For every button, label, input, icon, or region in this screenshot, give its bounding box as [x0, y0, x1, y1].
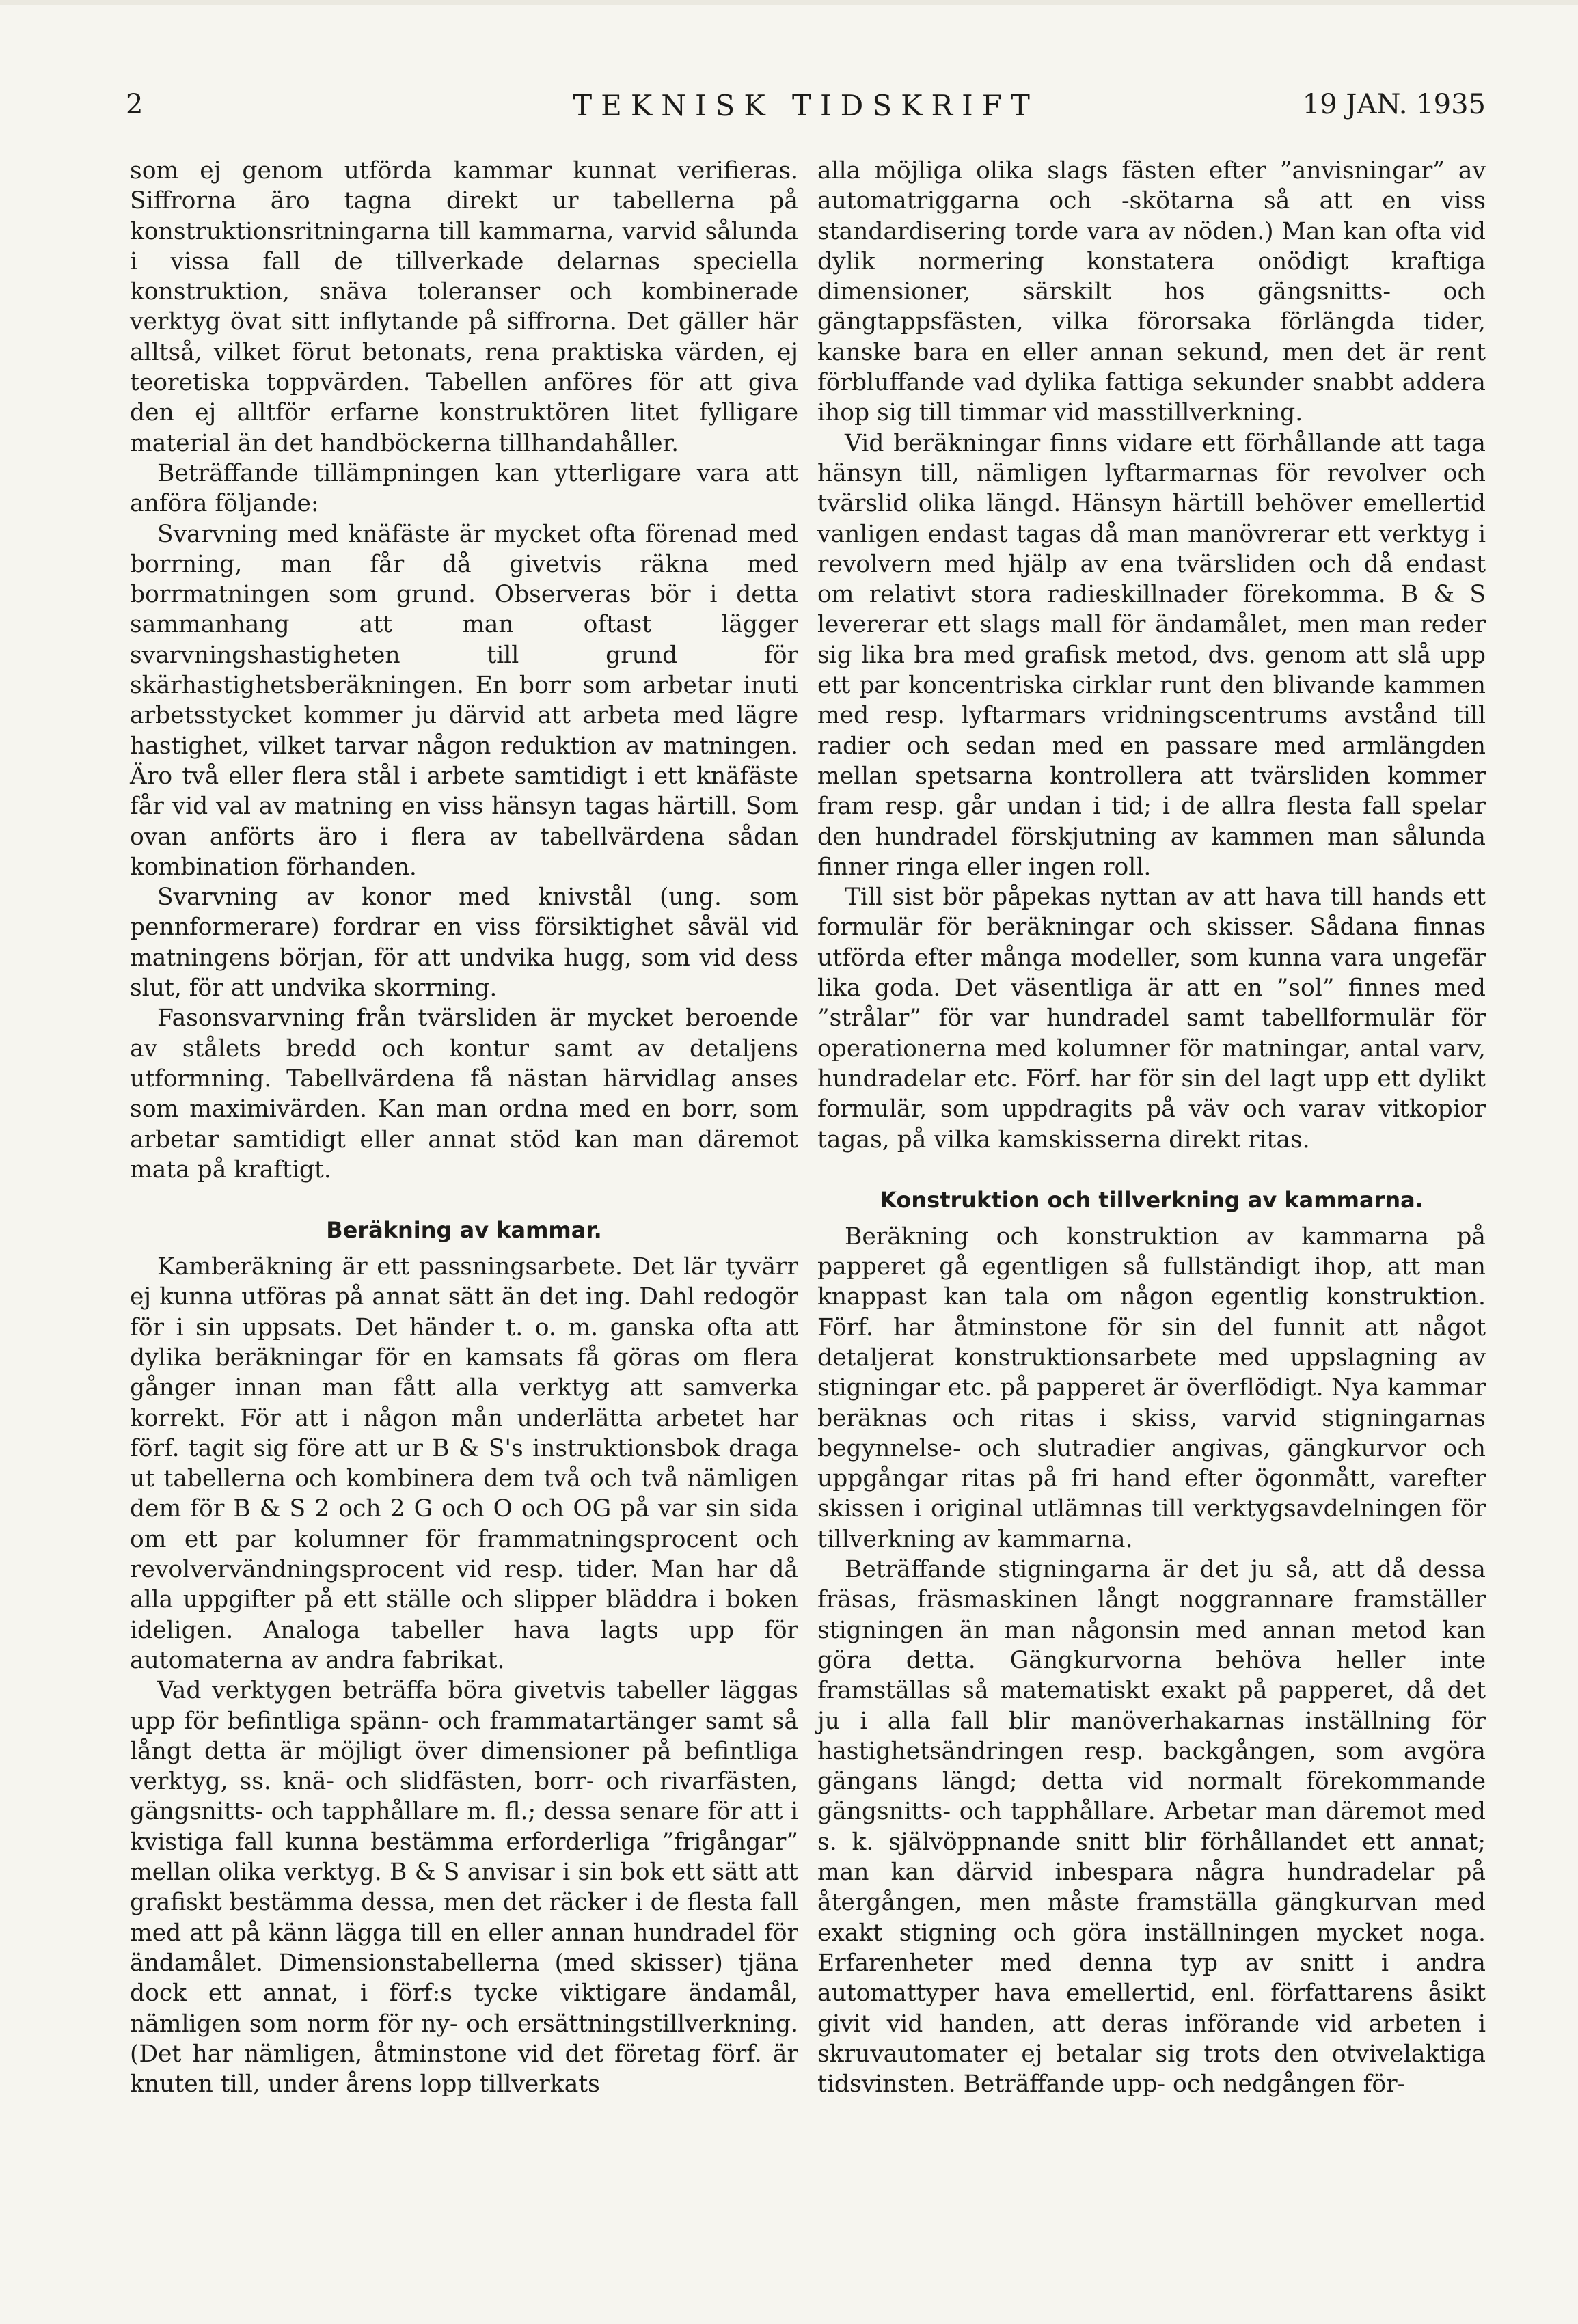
section-heading: Beräkning av kammar. [326, 1217, 602, 1244]
paragraph: Till sist bör påpekas nyttan av att hava till hands ett formulär för beräkningar och skisser. Sådana finnas utförda efter många modeller, som kunna vara ungefär lika goda. Det väsentliga är att en ”sol” finnes med ”strålar” för var hundradel samt tabellformulär för operationerna med kolumner för matningar, antal varv, hundradelar etc. Förf. har för sin del lagt upp ett dylikt formulär, som uppdragits på väv och varav vitkopior tagas, på vilka kamskisserna direkt ritas. [817, 884, 1486, 1153]
paragraph: Beräkning och konstruktion av kammarna på papperet gå egentligen så fullständigt ihop, att man knappast kan tala om någon egentlig konstruktion. Förf. har åtminstone för sin del funnit att något detaljerat konstruktionsarbete med uppslagning av stigningar etc. på papperet är överflödigt. Nya kammar beräknas och ritas i skiss, varvid stigningarnas begynnelse- och slutradier angivas, gängkurvor och uppgångar ritas på fri hand efter ögonmått, varefter skissen i original utlämnas till verktygsavdelningen för tillverkning av kammarna. [817, 1222, 1486, 1553]
paragraph: Vid beräkningar finns vidare ett förhållande att taga hänsyn till, nämligen lyftarmarnas för revolver och tvärslid olika längd. Hänsyn härtill behöver emellertid vanligen endast tagas då man manövrerar ett verktyg i revolvern med hjälp av ena tvärsliden och då endast om relativt stora radieskillnader förekomma. B & S levererar ett slags mall för ändamålet, men man reder sig lika bra med grafisk metod, dvs. genom att slå upp ett par koncentriska cirklar runt den blivande kammen med resp. lyftarmars vridningscentrums avstånd till radier och sedan med en passare med armlängden mellan spetsarna kontrollera att tvärsliden kommer fram resp. går undan i tid; i de allra flesta fall spelar den hundradel förskjutning av kammen man sålunda finner ringa eller ingen roll. [817, 429, 1486, 881]
paragraph: Beträffande stigningarna är det ju så, att då dessa fräsas, fräsmaskinen långt noggrannare framställer stigningen än man någonsin med annan metod kan göra detta. Gängkurvorna behöva heller inte framställas så matematiskt exakt på papperet, då det ju i alla fall blir manöverhakarnas inställning för hastighetsändringen resp. backgången, som avgöra gängans längd; detta vid normalt förekommande gängsnitts- och tapphållare. Arbetar man däremot med s. k. självöppnande snitt blir förhållandet ett annat; man kan därvid inbespara några hundradelar på återgången, men måste framställa gängkurvan med exakt stigning och göra inställningen mycket noga. Erfarenheter med denna typ av snitt i andra automattyper hava emellertid, enl. författarens åsikt givit vid handen, att deras införande vid arbeten i skruvautomater ej betalar sig trots den otvivelaktiga tidsvinsten. Beträffande upp- och nedgången för- [817, 1556, 1486, 2099]
journal-title: TEKNISK TIDSKRIFT [573, 89, 1039, 122]
paragraph: Vad verktygen beträffa böra givetvis tabeller läggas upp för befintliga spänn- och frammatartänger samt så långt detta är möjligt över dimensioner på befintliga verktyg, ss. knä- och slidfästen, borr- och rivarfästen, gängsnitts- och tapphållare m. fl.; dessa senare för att i kvistiga fall kunna bestämma erforderliga ”frigångar” mellan olika verktyg. B & S anvisar i sin bok ett sätt att grafiskt bestämma dessa, men det räcker i de flesta fall med att på känn lägga till en eller annan hundradel för ändamålet. Dimensionstabellerna (med skisser) tjäna dock ett annat, i förf:s tycke viktigare ändamål, nämligen som norm för ny- och ersättningstillverkning. (Det har nämligen, åtminstone vid det företag förf. är knuten till, under årens lopp tillverkats [130, 1677, 798, 2099]
page-top-edge [0, 0, 1578, 5]
right-column [817, 156, 1486, 2099]
paragraph: Svarvning av konor med knivstål (ung. som pennformerare) fordrar en viss försiktighet såväl vid matningens början, för att undvika hugg, som vid dess slut, för att undvika skorrning. [130, 884, 798, 1002]
page-number: 2 [126, 89, 144, 120]
issue-date: 19 JAN. 1935 [1302, 89, 1486, 120]
paragraph: Beträffande tillämpningen kan ytterligare vara att anföra följande: [130, 459, 798, 518]
paragraph: alla möjliga olika slags fästen efter ”anvisningar” av automatriggarna och -skötarna så att en viss standardisering torde vara av nöden.) Man kan ofta vid dylik normering konstatera onödigt kraftiga dimensioner, särskilt hos gängsnitts- och gängtappsfästen, vilka förorsaka förlängda tider, kanske bara en eller annan sekund, men det är rent förbluffande vad dylika fattiga sekunder snabbt addera ihop sig till timmar vid masstillverkning. [817, 157, 1486, 427]
paragraph: Kamberäkning är ett passningsarbete. Det lär tyvärr ej kunna utföras på annat sätt än det ing. Dahl redogör för i sin uppsats. Det händer t. o. m. ganska ofta att dylika beräkningar för en kamsats få göras om flera gånger innan man fått alla verktyg att samverka korrekt. För att i någon mån underlätta arbetet har förf. tagit sig före att ur B & S's instruktionsbok draga ut tabellerna och kombinera dem två och två nämligen dem för B & S 2 och 2 G och O och OG på var sin sida om ett par kolumner för frammatningsprocent och revolvervändningsprocent vid resp. tider. Man har då alla uppgifter på ett ställe och slipper bläddra i boken ideligen. Analoga tabeller hava lagts upp för automaterna av andra fabrikat. [130, 1253, 798, 1674]
paragraph: Svarvning med knäfäste är mycket ofta förenad med borrning, man får då givetvis räkna med borrmatningen som grund. Observeras bör i detta sammanhang att man oftast lägger svarvningshastigheten till grund för skärhastighetsberäkningen. En borr som arbetar inuti arbetsstycket kommer ju därvid att arbeta med lägre hastighet, vilket tarvar någon reduktion av matningen. Äro två eller flera stål i arbete samtidigt i ett knäfäste får vid val av matning en viss hänsyn tagas härtill. Som ovan anförts äro i flera av tabellvärdena sådan kombination förhanden. [130, 520, 798, 881]
page-header [126, 89, 1486, 130]
paragraph: Fasonsvarvning från tvärsliden är mycket beroende av stålets bredd och kontur samt av detaljens utformning. Tabellvärdena få nästan härvidlag anses som maximivärden. Kan man ordna med en borr, som arbetar samtidigt eller annat stöd kan man däremot mata på kraftigt. [130, 1004, 798, 1184]
left-column [130, 156, 798, 2099]
paragraph: som ej genom utförda kammar kunnat verifieras. Siffrorna äro tagna direkt ur tabellerna på konstruktionsritningarna till kammarna, varvid sålunda i vissa fall de tillverkade delarnas speciella konstruktion, snäva toleranser och kombinerade verktyg övat sitt inflytande på siffrorna. Det gäller här alltså, vilket förut betonats, rena praktiska värden, ej teoretiska toppvärden. Tabellen anföres för att giva den ej alltför erfarne konstruktören litet fylligare material än det handböckerna tillhandahåller. [130, 157, 798, 457]
section-heading: Konstruktion och tillverkning av kammarna. [880, 1186, 1424, 1213]
